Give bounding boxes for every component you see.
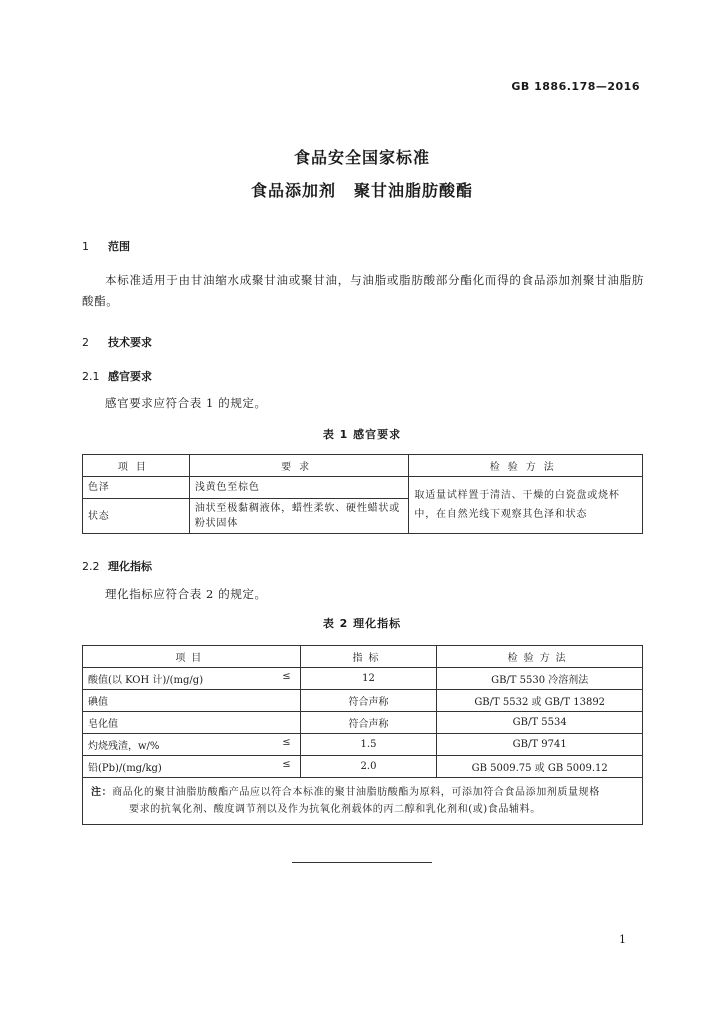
table-note (83, 778, 643, 825)
column-header: 检验方法 (437, 646, 643, 668)
method-cell: 取适量试样置于清洁、干燥的白瓷盘或烧杯中，在自然光线下观察其色泽和状态 (409, 477, 643, 534)
requirement-cell: 浅黄色至棕色 (189, 477, 409, 499)
section-number: 2.2 (82, 560, 100, 573)
table-1-caption: 表 1 感官要求 (322, 428, 402, 441)
table-header-row (83, 646, 643, 668)
table-row (83, 712, 643, 734)
item-cell (83, 690, 301, 712)
relation-symbol: ≤ (282, 671, 291, 682)
section-2-2-paragraph: 理化指标应符合表 2 的规定。 (105, 587, 267, 601)
section-1-heading (82, 238, 130, 254)
section-number: 2 (82, 336, 89, 349)
document-title: 食品安全国家标准 (293, 148, 430, 167)
item-cell: 状态 (83, 499, 190, 534)
method-cell: GB/T 9741 (437, 734, 643, 756)
table-header-row (83, 455, 643, 477)
table-row (83, 477, 643, 499)
page-number: 1 (619, 933, 626, 946)
column-header: 检验方法 (409, 455, 643, 477)
section-2-1-paragraph: 感官要求应符合表 1 的规定。 (105, 396, 267, 410)
value-cell: 12 (300, 668, 437, 690)
column-header: 项目 (83, 455, 190, 477)
item-cell (83, 756, 301, 778)
end-rule (292, 862, 432, 863)
section-2-2-heading (82, 558, 152, 574)
method-cell: GB/T 5530 冷溶剂法 (437, 668, 643, 690)
section-title: 范围 (108, 240, 130, 253)
item-label: 皂化值 (88, 719, 118, 730)
method-cell: GB/T 5532 或 GB/T 13892 (437, 690, 643, 712)
physicochemical-indicators-table (82, 645, 643, 825)
item-cell (83, 668, 301, 690)
item-cell (83, 712, 301, 734)
note-line-2: 要求的抗氧化剂、酸度调节剂以及作为抗氧化剂载体的丙二醇和乳化剂和(或)食品辅料。 (129, 804, 541, 815)
section-title: 感官要求 (108, 370, 152, 383)
item-cell: 色泽 (83, 477, 190, 499)
value-cell: 符合声称 (300, 690, 437, 712)
item-cell (83, 734, 301, 756)
subtitle-left: 食品添加剂 (250, 181, 336, 200)
section-2-1-heading (82, 368, 152, 384)
column-header: 项目 (83, 646, 301, 668)
item-label: 酸值(以 KOH 计)/(mg/g) (88, 675, 204, 686)
note-label: 注： (91, 787, 113, 798)
table-row (83, 734, 643, 756)
subtitle-right: 聚甘油脂肪酸酯 (354, 181, 474, 200)
value-cell: 2.0 (300, 756, 437, 778)
table-2-caption: 表 2 理化指标 (322, 617, 402, 630)
column-header: 要求 (189, 455, 409, 477)
section-1-paragraph: 本标准适用于由甘油缩水成聚甘油或聚甘油，与油脂或脂肪酸部分酯化而得的食品添加剂聚甘油脂肪酸酯。 (82, 273, 644, 308)
value-cell: 符合声称 (300, 712, 437, 734)
standard-code: GB 1886.178—2016 (511, 80, 640, 93)
section-number: 1 (82, 240, 89, 253)
table-row (83, 668, 643, 690)
method-cell: GB 5009.75 或 GB 5009.12 (437, 756, 643, 778)
item-label: 碘值 (88, 697, 108, 708)
note-line-1: 商品化的聚甘油脂肪酸酯产品应以符合本标准的聚甘油脂肪酸酯为原料，可添加符合食品添加剂质量规格 (112, 787, 600, 798)
section-number: 2.1 (82, 370, 100, 383)
relation-symbol: ≤ (282, 737, 291, 748)
value-cell: 1.5 (300, 734, 437, 756)
section-2-heading (82, 334, 152, 350)
document-subtitle (0, 178, 724, 201)
sensory-requirements-table (82, 454, 643, 534)
table-note-row (83, 778, 643, 825)
column-header: 指标 (300, 646, 437, 668)
relation-symbol: ≤ (282, 759, 291, 770)
table-row (83, 690, 643, 712)
item-label: 灼烧残渣，w/% (88, 741, 160, 752)
item-label: 铅(Pb)/(mg/kg) (88, 763, 162, 774)
method-cell: GB/T 5534 (437, 712, 643, 734)
table-row (83, 756, 643, 778)
section-title: 技术要求 (108, 336, 152, 349)
section-title: 理化指标 (108, 560, 152, 573)
requirement-cell: 油状至极黏稠液体，蜡性柔软、硬性蜡状或粉状固体 (189, 499, 409, 534)
